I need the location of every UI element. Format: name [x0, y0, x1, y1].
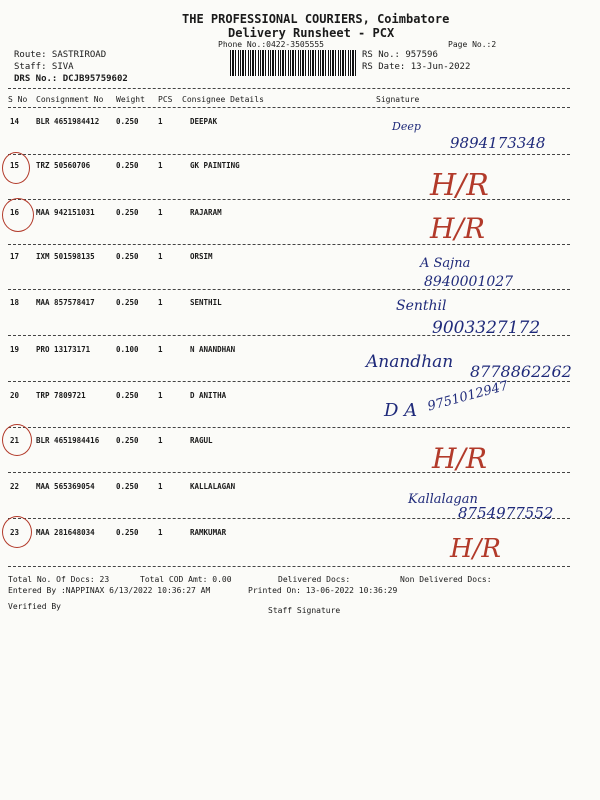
row-consignee: DEEPAK [190, 117, 218, 126]
divider [8, 154, 570, 155]
row-sno: 21 [10, 436, 20, 445]
row-weight: 0.250 [116, 161, 139, 170]
row-consignment: TRP 7809721 [36, 391, 86, 400]
row-consignment: PRO 13173171 [36, 345, 91, 354]
row-pcs: 1 [158, 436, 163, 445]
page-number: Page No.:2 [448, 40, 497, 49]
row-weight: 0.250 [116, 208, 139, 217]
company-name: THE PROFESSIONAL COURIERS, Coimbatore [182, 12, 450, 26]
row-pcs: 1 [158, 391, 163, 400]
handwritten-phone: 8754977552 [458, 504, 554, 522]
divider [8, 88, 570, 89]
row-consignee: N ANANDHAN [190, 345, 236, 354]
row-consignee: GK PAINTING [190, 161, 240, 170]
row-weight: 0.250 [116, 528, 139, 537]
row-weight: 0.250 [116, 252, 139, 261]
row-consignment: MAA 942151031 [36, 208, 95, 217]
col-sno: S No [8, 95, 28, 104]
row-consignee: KALLALAGAN [190, 482, 236, 491]
annotation-circle [2, 424, 32, 456]
row-weight: 0.250 [116, 436, 139, 445]
row-pcs: 1 [158, 298, 163, 307]
delivered-docs: Delivered Docs: [278, 575, 351, 584]
barcode-image [230, 50, 356, 76]
row-sno: 18 [10, 298, 20, 307]
row-pcs: 1 [158, 208, 163, 217]
signature-sajna: A Sajna [420, 256, 471, 271]
row-pcs: 1 [158, 117, 163, 126]
row-weight: 0.100 [116, 345, 139, 354]
row-consignment: MAA 281648034 [36, 528, 95, 537]
handwritten-phone: 9003327172 [432, 318, 541, 338]
row-weight: 0.250 [116, 482, 139, 491]
entered-by: Entered By :NAPPINAX 6/13/2022 10:36:27 AM [8, 586, 211, 595]
divider [8, 427, 570, 428]
handwritten-hr: H/R [450, 534, 502, 564]
total-docs: Total No. Of Docs: 23 [8, 575, 110, 584]
row-sno: 14 [10, 117, 20, 126]
handwritten-phone: 8778862262 [470, 362, 572, 381]
col-consignee: Consignee Details [182, 95, 264, 104]
sheet-title: Delivery Runsheet - PCX [228, 26, 395, 40]
staff-label: Staff: SIVA [14, 62, 74, 72]
row-consignment: MAA 857578417 [36, 298, 95, 307]
handwritten-phone: 9894173348 [450, 134, 546, 152]
row-consignee: RAJARAM [190, 208, 222, 217]
row-weight: 0.250 [116, 117, 139, 126]
annotation-circle [2, 516, 32, 548]
rs-number: RS No.: 957596 [362, 50, 438, 60]
signature-deep: Deep [392, 120, 421, 133]
handwritten-hr: H/R [430, 168, 489, 203]
rs-date: RS Date: 13-Jun-2022 [362, 62, 471, 72]
total-cod: Total COD Amt: 0.00 [140, 575, 232, 584]
row-consignment: BLR 4651984416 [36, 436, 100, 445]
row-weight: 0.250 [116, 391, 139, 400]
row-consignee: ORSIM [190, 252, 213, 261]
row-sno: 20 [10, 391, 20, 400]
row-consignee: RAMKUMAR [190, 528, 227, 537]
verified-by: Verified By [8, 602, 61, 611]
col-pcs: PCS [158, 95, 173, 104]
divider [8, 381, 570, 382]
row-consignee: D ANITHA [190, 391, 227, 400]
row-sno: 15 [10, 161, 20, 170]
signature-kallalagan: Kallalagan [408, 492, 478, 507]
row-consignment: BLR 4651984412 [36, 117, 100, 126]
signature-anitha: D A [384, 400, 418, 421]
row-sno: 17 [10, 252, 20, 261]
phone-number: Phone No.:0422-3505555 [218, 40, 324, 49]
annotation-circle [2, 152, 30, 184]
divider [8, 566, 570, 567]
row-consignment: TRZ 50560706 [36, 161, 91, 170]
divider [8, 107, 570, 108]
handwritten-hr: H/R [430, 212, 485, 245]
signature-senthil: Senthil [396, 298, 447, 314]
handwritten-phone: 8940001027 [424, 274, 514, 290]
col-consignment: Consignment No [36, 95, 104, 104]
col-signature: Signature [376, 95, 420, 104]
row-sno: 22 [10, 482, 20, 491]
row-consignment: MAA 565369054 [36, 482, 95, 491]
divider [8, 244, 570, 245]
row-pcs: 1 [158, 345, 163, 354]
signature-anandhan: Anandhan [366, 352, 454, 372]
annotation-circle [2, 198, 34, 232]
printed-on: Printed On: 13-06-2022 10:36:29 [248, 586, 398, 595]
col-weight: Weight [116, 95, 145, 104]
row-sno: 19 [10, 345, 20, 354]
row-pcs: 1 [158, 528, 163, 537]
row-weight: 0.250 [116, 298, 139, 307]
row-sno: 16 [10, 208, 20, 217]
row-pcs: 1 [158, 252, 163, 261]
row-pcs: 1 [158, 161, 163, 170]
row-sno: 23 [10, 528, 20, 537]
handwritten-phone: 9751012947 [426, 378, 510, 415]
staff-signature: Staff Signature [268, 606, 341, 615]
route-label: Route: SASTRIROAD [14, 50, 107, 60]
non-delivered-docs: Non Delivered Docs: [400, 575, 492, 584]
row-consignee: SENTHIL [190, 298, 222, 307]
drs-number: DRS No.: DCJB95759602 [14, 74, 128, 84]
row-pcs: 1 [158, 482, 163, 491]
row-consignment: IXM 501598135 [36, 252, 95, 261]
handwritten-hr: H/R [432, 442, 487, 475]
row-consignee: RAGUL [190, 436, 213, 445]
